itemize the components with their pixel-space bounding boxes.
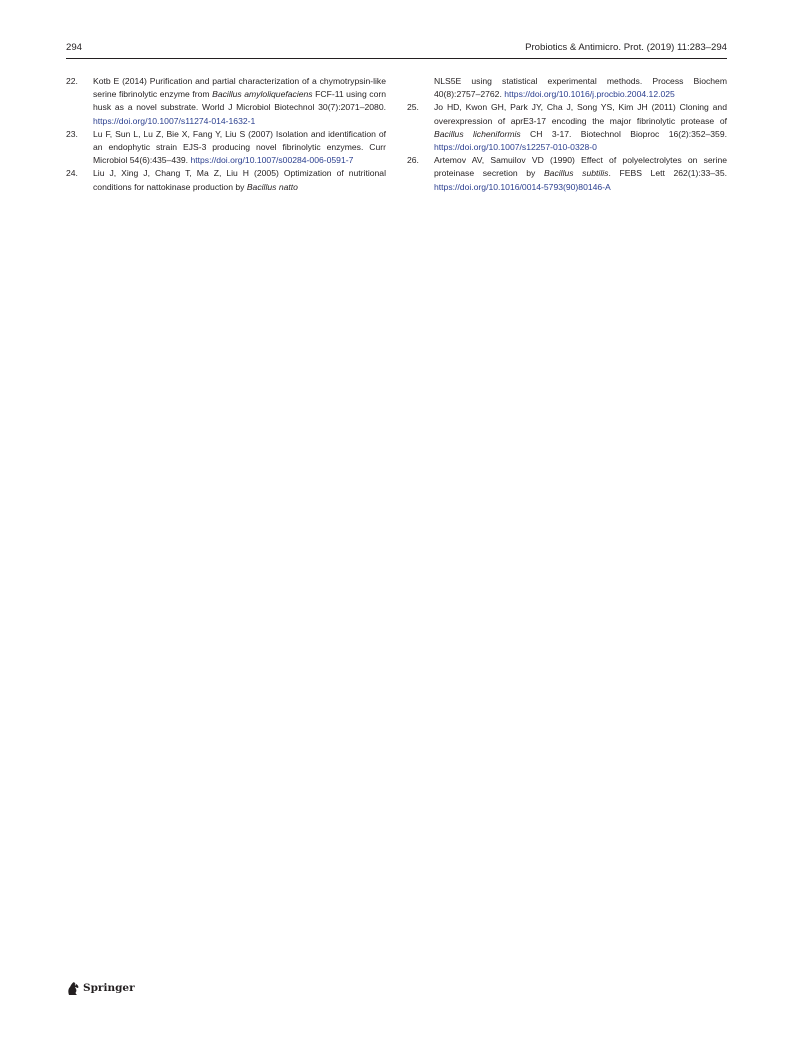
reference-26 xyxy=(407,154,727,194)
springer-wordmark: Springer xyxy=(83,982,135,994)
doi-link[interactable]: https://doi.org/10.1016/j.procbio.2004.12.025 xyxy=(504,89,675,100)
species-name: Bacillus amyloliquefaciens xyxy=(212,89,313,100)
reference-24 xyxy=(66,167,386,193)
reference-text: CH 3-17. Biotechnol Bioproc 16(2):352–359. xyxy=(520,128,727,139)
doi-link[interactable]: https://doi.org/10.1016/0014-5793(90)80146-A xyxy=(434,181,611,192)
reference-text: Liu J, Xing J, Chang T, Ma Z, Liu H (2005) Optimization of nutritional conditions for nattokinase production by xyxy=(93,168,386,192)
doi-link[interactable]: https://doi.org/10.1007/s00284-006-0591-7 xyxy=(190,155,354,166)
species-name: Bacillus licheniformis xyxy=(434,128,521,139)
publisher-logo xyxy=(66,980,135,996)
reference-number: 25. xyxy=(407,102,419,113)
reference-number: 24. xyxy=(66,168,78,179)
species-name: Bacillus subtilis xyxy=(543,168,609,179)
reference-text: Lu F, Sun L, Lu Z, Bie X, Fang Y, Liu S (2007) Isolation and identification of an endophytic strain EJS-3 producing novel fibrinolytic enzymes. Curr Microbiol 54(6):435–439. xyxy=(93,128,386,166)
reference-24-continued xyxy=(407,75,727,101)
references-column-left xyxy=(66,75,386,194)
journal-citation: Probiotics & Antimicro. Prot. (2019) 11:283–294 xyxy=(525,42,727,53)
page-number: 294 xyxy=(66,42,83,53)
reference-text: Artemov AV, Samuilov VD (1990) Effect of polyelectrolytes on serine proteinase secretion by xyxy=(434,155,727,179)
reference-text: FCF-11 using corn husk as a novel substrate. World J Microbiol Biotechnol 30(7):2071–2080. xyxy=(93,89,386,113)
header-rule xyxy=(66,58,727,59)
reference-25 xyxy=(407,101,727,154)
running-header xyxy=(66,42,727,58)
doi-link[interactable]: https://doi.org/10.1007/s11274-014-1632-1 xyxy=(93,115,256,126)
reference-text: NLS5E using statistical experimental methods. Process Biochem 40(8):2757–2762. xyxy=(434,76,727,100)
reference-number: 23. xyxy=(66,128,78,139)
reference-22 xyxy=(66,75,386,128)
reference-text: Jo HD, Kwon GH, Park JY, Cha J, Song YS, Kim JH (2011) Cloning and overexpression of aprE3-17 encoding the major fibrinolytic protease of xyxy=(434,102,727,126)
reference-text: . FEBS Lett 262(1):33–35. xyxy=(608,168,728,179)
doi-link[interactable]: https://doi.org/10.1007/s12257-010-0328-0 xyxy=(434,142,597,153)
reference-number: 22. xyxy=(66,76,78,86)
reference-text: Kotb E (2014) Purification and partial characterization of a chymotrypsin-like serine fibrinolytic enzyme from xyxy=(93,76,386,100)
reference-23 xyxy=(66,128,386,168)
references-column-right xyxy=(407,75,727,194)
springer-horse-icon xyxy=(66,981,80,996)
species-name: Bacillus natto xyxy=(246,181,298,192)
reference-number: 26. xyxy=(407,155,419,166)
